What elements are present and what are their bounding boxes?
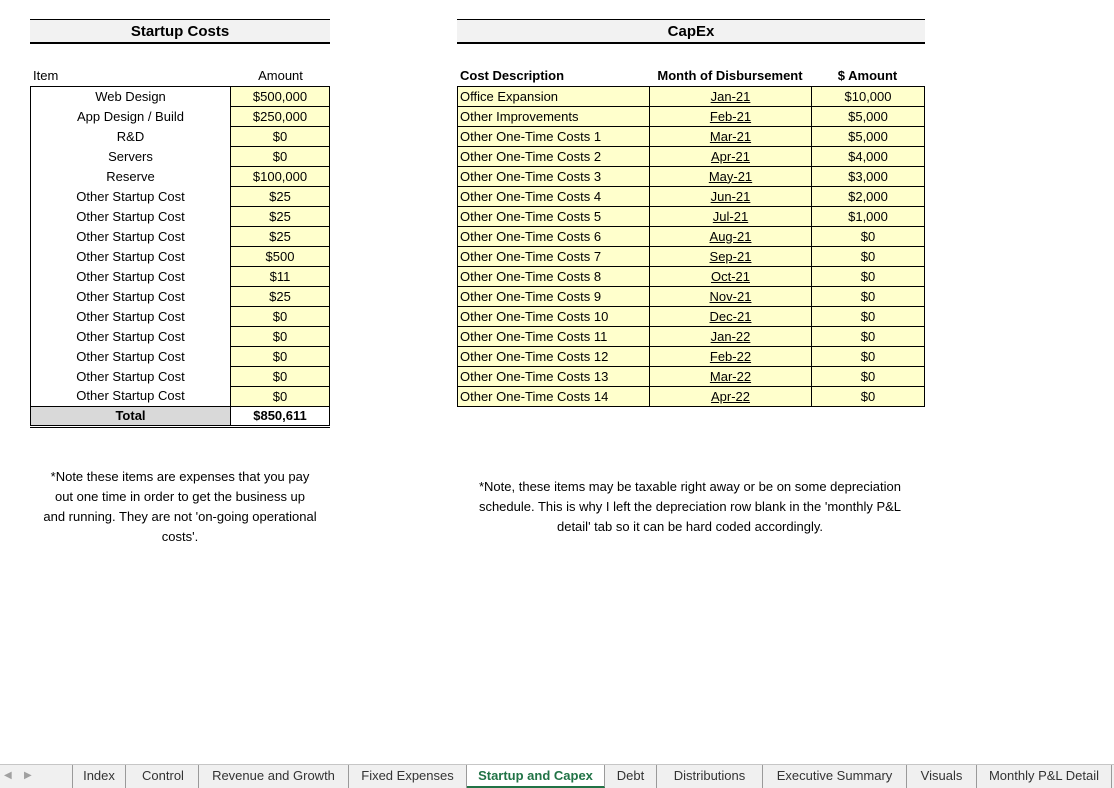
capex-desc-cell[interactable]: Other One-Time Costs 5 — [458, 207, 650, 227]
startup-col-amount-header[interactable]: Amount — [258, 68, 303, 83]
capex-amount-cell[interactable]: $0 — [812, 287, 925, 307]
capex-desc-cell[interactable]: Other Improvements — [458, 107, 650, 127]
capex-desc-cell[interactable]: Other One-Time Costs 12 — [458, 347, 650, 367]
startup-row — [31, 167, 330, 187]
startup-item-cell[interactable]: Other Startup Cost — [31, 347, 231, 367]
tab-distributions[interactable]: Distributions — [657, 765, 763, 788]
startup-row — [31, 347, 330, 367]
capex-amount-cell[interactable]: $3,000 — [812, 167, 925, 187]
tab-monthly-pandl-detail[interactable]: Monthly P&L Detail — [977, 765, 1112, 788]
startup-row — [31, 287, 330, 307]
startup-row — [31, 107, 330, 127]
startup-amount-cell[interactable]: $0 — [231, 387, 330, 407]
startup-costs-title: Startup Costs — [30, 19, 330, 44]
startup-total-row — [31, 407, 330, 427]
startup-item-cell[interactable]: Other Startup Cost — [31, 187, 231, 207]
startup-item-cell[interactable]: Servers — [31, 147, 231, 167]
startup-item-cell[interactable]: App Design / Build — [31, 107, 231, 127]
startup-item-cell[interactable]: Reserve — [31, 167, 231, 187]
capex-month-cell[interactable]: Jul-21 — [650, 207, 812, 227]
startup-row — [31, 147, 330, 167]
capex-month-cell[interactable]: Jun-21 — [650, 187, 812, 207]
capex-table — [457, 86, 925, 407]
tab-debt[interactable]: Debt — [605, 765, 657, 788]
capex-amount-cell[interactable]: $5,000 — [812, 127, 925, 147]
capex-note-line: *Note, these items may be taxable right away or be on some depreciation — [478, 479, 901, 494]
capex-row — [458, 207, 925, 227]
capex-amount-cell[interactable]: $0 — [812, 367, 925, 387]
capex-month-cell[interactable]: Sep-21 — [650, 247, 812, 267]
capex-month-cell[interactable]: Apr-22 — [650, 387, 812, 407]
startup-amount-cell[interactable]: $0 — [231, 307, 330, 327]
startup-row — [31, 247, 330, 267]
startup-amount-cell[interactable]: $0 — [231, 367, 330, 387]
startup-row — [31, 327, 330, 347]
capex-amount-cell[interactable]: $10,000 — [812, 87, 925, 107]
capex-desc-cell[interactable]: Other One-Time Costs 1 — [458, 127, 650, 147]
capex-desc-cell[interactable]: Other One-Time Costs 11 — [458, 327, 650, 347]
capex-row — [458, 307, 925, 327]
capex-amount-cell[interactable]: $0 — [812, 347, 925, 367]
capex-amount-cell[interactable]: $0 — [812, 387, 925, 407]
startup-row — [31, 367, 330, 387]
startup-amount-cell[interactable]: $0 — [231, 347, 330, 367]
capex-month-cell[interactable]: Mar-21 — [650, 127, 812, 147]
startup-total-label[interactable]: Total — [31, 407, 231, 427]
capex-row — [458, 267, 925, 287]
tab-scroll-right-icon[interactable]: ▶ — [24, 770, 32, 781]
startup-costs-table — [30, 86, 330, 428]
capex-month-cell[interactable]: Jan-22 — [650, 327, 812, 347]
capex-col-amount-header[interactable]: $ Amount — [837, 68, 898, 83]
startup-item-cell[interactable]: R&D — [31, 127, 231, 147]
startup-row — [31, 227, 330, 247]
startup-item-cell[interactable]: Other Startup Cost — [31, 207, 231, 227]
tab-executive-summary[interactable]: Executive Summary — [763, 765, 907, 788]
startup-row — [31, 207, 330, 227]
capex-note[interactable] — [440, 477, 940, 537]
startup-amount-cell[interactable]: $0 — [231, 327, 330, 347]
startup-amount-cell[interactable]: $25 — [231, 287, 330, 307]
capex-desc-cell[interactable]: Other One-Time Costs 3 — [458, 167, 650, 187]
startup-row — [31, 267, 330, 287]
capex-month-cell[interactable]: Apr-21 — [650, 147, 812, 167]
capex-amount-cell[interactable]: $0 — [812, 307, 925, 327]
capex-desc-cell[interactable]: Other One-Time Costs 7 — [458, 247, 650, 267]
startup-item-cell[interactable]: Other Startup Cost — [31, 327, 231, 347]
startup-row — [31, 87, 330, 107]
startup-amount-cell[interactable]: $11 — [231, 267, 330, 287]
tab-index[interactable]: Index — [72, 765, 126, 788]
capex-amount-cell[interactable]: $0 — [812, 247, 925, 267]
startup-amount-cell[interactable]: $500,000 — [231, 87, 330, 107]
capex-desc-cell[interactable]: Other One-Time Costs 2 — [458, 147, 650, 167]
capex-amount-cell[interactable]: $0 — [812, 227, 925, 247]
capex-row — [458, 387, 925, 407]
capex-desc-cell[interactable]: Other One-Time Costs 4 — [458, 187, 650, 207]
startup-row — [31, 187, 330, 207]
capex-col-month-header[interactable]: Month of Disbursement — [657, 68, 803, 83]
sheet-tab-bar — [0, 764, 1114, 788]
startup-item-cell[interactable]: Other Startup Cost — [31, 287, 231, 307]
startup-item-cell[interactable]: Other Startup Cost — [31, 307, 231, 327]
capex-col-desc-header[interactable]: Cost Description — [460, 68, 565, 83]
capex-row — [458, 167, 925, 187]
startup-col-item-header[interactable]: Item — [33, 68, 59, 83]
startup-total-value[interactable]: $850,611 — [231, 407, 330, 427]
capex-row — [458, 127, 925, 147]
startup-amount-cell[interactable]: $500 — [231, 247, 330, 267]
capex-month-cell[interactable]: May-21 — [650, 167, 812, 187]
capex-month-cell[interactable]: Feb-22 — [650, 347, 812, 367]
tab-control[interactable]: Control — [128, 765, 199, 788]
startup-item-cell[interactable]: Other Startup Cost — [31, 247, 231, 267]
startup-item-cell[interactable]: Other Startup Cost — [31, 387, 231, 407]
startup-note-line: costs'. — [161, 529, 199, 544]
capex-amount-cell[interactable]: $1,000 — [812, 207, 925, 227]
startup-item-cell[interactable]: Other Startup Cost — [31, 227, 231, 247]
capex-row — [458, 107, 925, 127]
capex-desc-cell[interactable]: Other One-Time Costs 6 — [458, 227, 650, 247]
capex-month-cell[interactable]: Oct-21 — [650, 267, 812, 287]
startup-note[interactable] — [30, 467, 330, 547]
capex-note-line: schedule. This is why I left the depreciation row blank in the 'monthly P&L — [478, 499, 902, 514]
capex-desc-cell[interactable]: Other One-Time Costs 13 — [458, 367, 650, 387]
capex-title: CapEx — [457, 19, 925, 44]
startup-note-line: out one time in order to get the business up — [54, 489, 306, 504]
tab-revenue-and-growth[interactable]: Revenue and Growth — [199, 765, 349, 788]
startup-amount-cell[interactable]: $100,000 — [231, 167, 330, 187]
startup-row — [31, 387, 330, 407]
capex-desc-cell[interactable]: Other One-Time Costs 9 — [458, 287, 650, 307]
startup-amount-cell[interactable]: $25 — [231, 207, 330, 227]
capex-row — [458, 367, 925, 387]
capex-note-line: detail' tab so it can be hard coded accordingly. — [556, 519, 824, 534]
capex-row — [458, 287, 925, 307]
startup-item-cell[interactable]: Other Startup Cost — [31, 267, 231, 287]
startup-note-line: and running. They are not 'on-going operational — [43, 509, 317, 524]
capex-amount-cell[interactable]: $2,000 — [812, 187, 925, 207]
startup-amount-cell[interactable]: $0 — [231, 127, 330, 147]
startup-row — [31, 127, 330, 147]
startup-note-line: *Note these items are expenses that you pay — [50, 469, 310, 484]
startup-row — [31, 307, 330, 327]
capex-row — [458, 227, 925, 247]
tab-fixed-expenses[interactable]: Fixed Expenses — [349, 765, 467, 788]
capex-desc-cell[interactable]: Other One-Time Costs 8 — [458, 267, 650, 287]
startup-amount-cell[interactable]: $250,000 — [231, 107, 330, 127]
startup-amount-cell[interactable]: $0 — [231, 147, 330, 167]
tab-startup-and-capex[interactable]: Startup and Capex — [467, 765, 605, 788]
startup-amount-cell[interactable]: $25 — [231, 187, 330, 207]
capex-row — [458, 327, 925, 347]
capex-month-cell[interactable]: Nov-21 — [650, 287, 812, 307]
capex-month-cell[interactable]: Aug-21 — [650, 227, 812, 247]
capex-amount-cell[interactable]: $0 — [812, 327, 925, 347]
capex-month-cell[interactable]: Mar-22 — [650, 367, 812, 387]
capex-amount-cell[interactable]: $4,000 — [812, 147, 925, 167]
startup-item-cell[interactable]: Other Startup Cost — [31, 367, 231, 387]
capex-row — [458, 187, 925, 207]
tab-scroll-left-icon[interactable]: ◀ — [4, 770, 12, 781]
startup-item-cell[interactable]: Web Design — [31, 87, 231, 107]
capex-month-cell[interactable]: Dec-21 — [650, 307, 812, 327]
capex-month-cell[interactable]: Jan-21 — [650, 87, 812, 107]
capex-desc-cell[interactable]: Office Expansion — [458, 87, 650, 107]
capex-amount-cell[interactable]: $5,000 — [812, 107, 925, 127]
capex-desc-cell[interactable]: Other One-Time Costs 14 — [458, 387, 650, 407]
capex-month-cell[interactable]: Feb-21 — [650, 107, 812, 127]
capex-row — [458, 247, 925, 267]
capex-row — [458, 87, 925, 107]
startup-amount-cell[interactable]: $25 — [231, 227, 330, 247]
capex-desc-cell[interactable]: Other One-Time Costs 10 — [458, 307, 650, 327]
capex-row — [458, 347, 925, 367]
capex-amount-cell[interactable]: $0 — [812, 267, 925, 287]
capex-row — [458, 147, 925, 167]
tab-visuals[interactable]: Visuals — [907, 765, 977, 788]
